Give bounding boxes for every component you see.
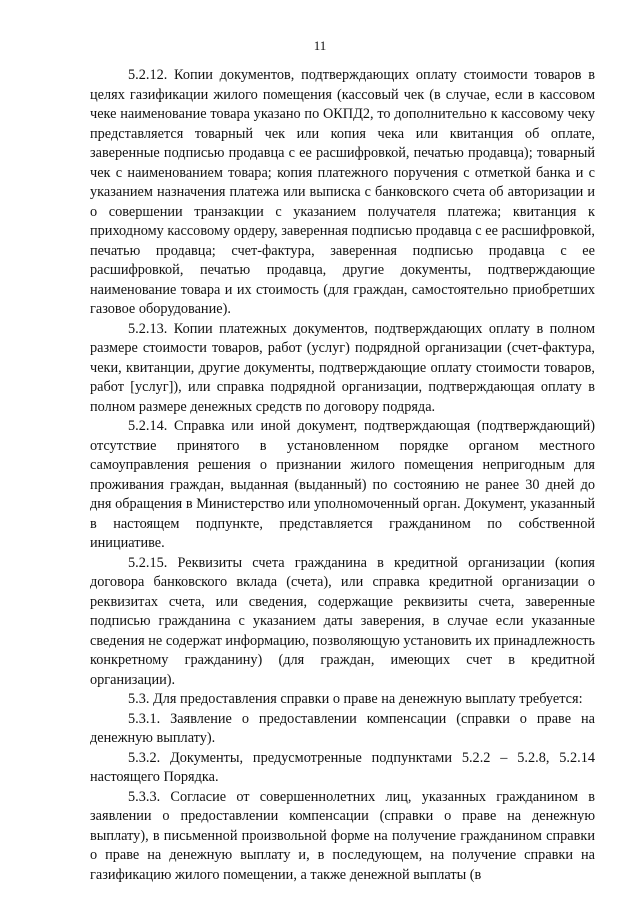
paragraph-5-3-1: 5.3.1. Заявление о предоставлении компенсации (справки о праве на денежную выплату). — [90, 710, 595, 746]
paragraph-5-2-12: 5.2.12. Копии документов, подтверждающих оплату стоимости товаров в целях газификации жилого помещения (кассовый чек (в случае, если в кассовом чеке наименование товара указано по ОКПД2, то дополнительно к кассовому чеку представляется товарный чек или копия чека или квитанция об оплате, заверенные подписью продавца с ее расшифровкой, печатью продавца); товарный чек с наименованием товара; копия платежного поручения с отметкой банка и с указанием назначения платежа или выписка с банковского счета об авторизации и о совершении транзакции с указанием получателя платежа; квитанция к приходному кассовому ордеру, заверенная подписью продавца с ее расшифровкой, печатью продавца; счет-фактура, заверенная подписью продавца с ее расшифровкой, печатью продавца, другие документы, подтверждающие наименование товара и их стоимость (для граждан, самостоятельно приобретших газовое оборудование). — [90, 67, 595, 317]
page-number: 11 — [313, 38, 327, 53]
paragraph-5-2-13: 5.2.13. Копии платежных документов, подтверждающих оплату в полном размере стоимости товаров, работ (услуг) подрядной организации (счет-фактура, чеки, квитанции, другие документы, подтверждающие оплату стоимости товаров, работ [услуг]), или справка подрядной организации, подтверждающая оплату в полном размере денежных средств по договору подряда. — [90, 320, 595, 415]
document-body — [90, 66, 595, 885]
paragraph-5-2-15: 5.2.15. Реквизиты счета гражданина в кредитной организации (копия договора банковского вклада (счета), или справка кредитной организации о реквизитах счета, или сведения, содержащие реквизиты счета, заверенные подписью гражданина с указанием даты заверения, в случае если указанные сведения не содержат информацию, позволяющую установить их принадлежность конкретному гражданину) (для граждан, имеющих счет в кредитной организации). — [90, 554, 595, 688]
paragraph-5-3-3: 5.3.3. Согласие от совершеннолетних лиц, указанных гражданином в заявлении о предоставлении компенсации (справки о праве на денежную выплату), в письменной произвольной форме на получение гражданином справки о праве на денежную выплату и, в последующем, на получение справки на газификацию жилого помещении, а также денежной выплаты (в — [90, 788, 595, 883]
paragraph-5-3: 5.3. Для предоставления справки о праве на денежную выплату требуется: — [128, 691, 583, 707]
paragraph-5-3-2: 5.3.2. Документы, предусмотренные подпунктами 5.2.2 – 5.2.8, 5.2.14 настоящего Порядка. — [90, 749, 595, 785]
paragraph-5-2-14: 5.2.14. Справка или иной документ, подтверждающая (подтверждающий) отсутствие принятого в установленном порядке органом местного самоуправления решения о признании жилого помещения непригодным для проживания граждан, выданная (выданный) по состоянию не ранее 30 дней до дня обращения в Министерство или уполномоченный орган. Документ, указанный в настоящем подпункте, представляется гражданином по собственной инициативе. — [90, 418, 595, 551]
